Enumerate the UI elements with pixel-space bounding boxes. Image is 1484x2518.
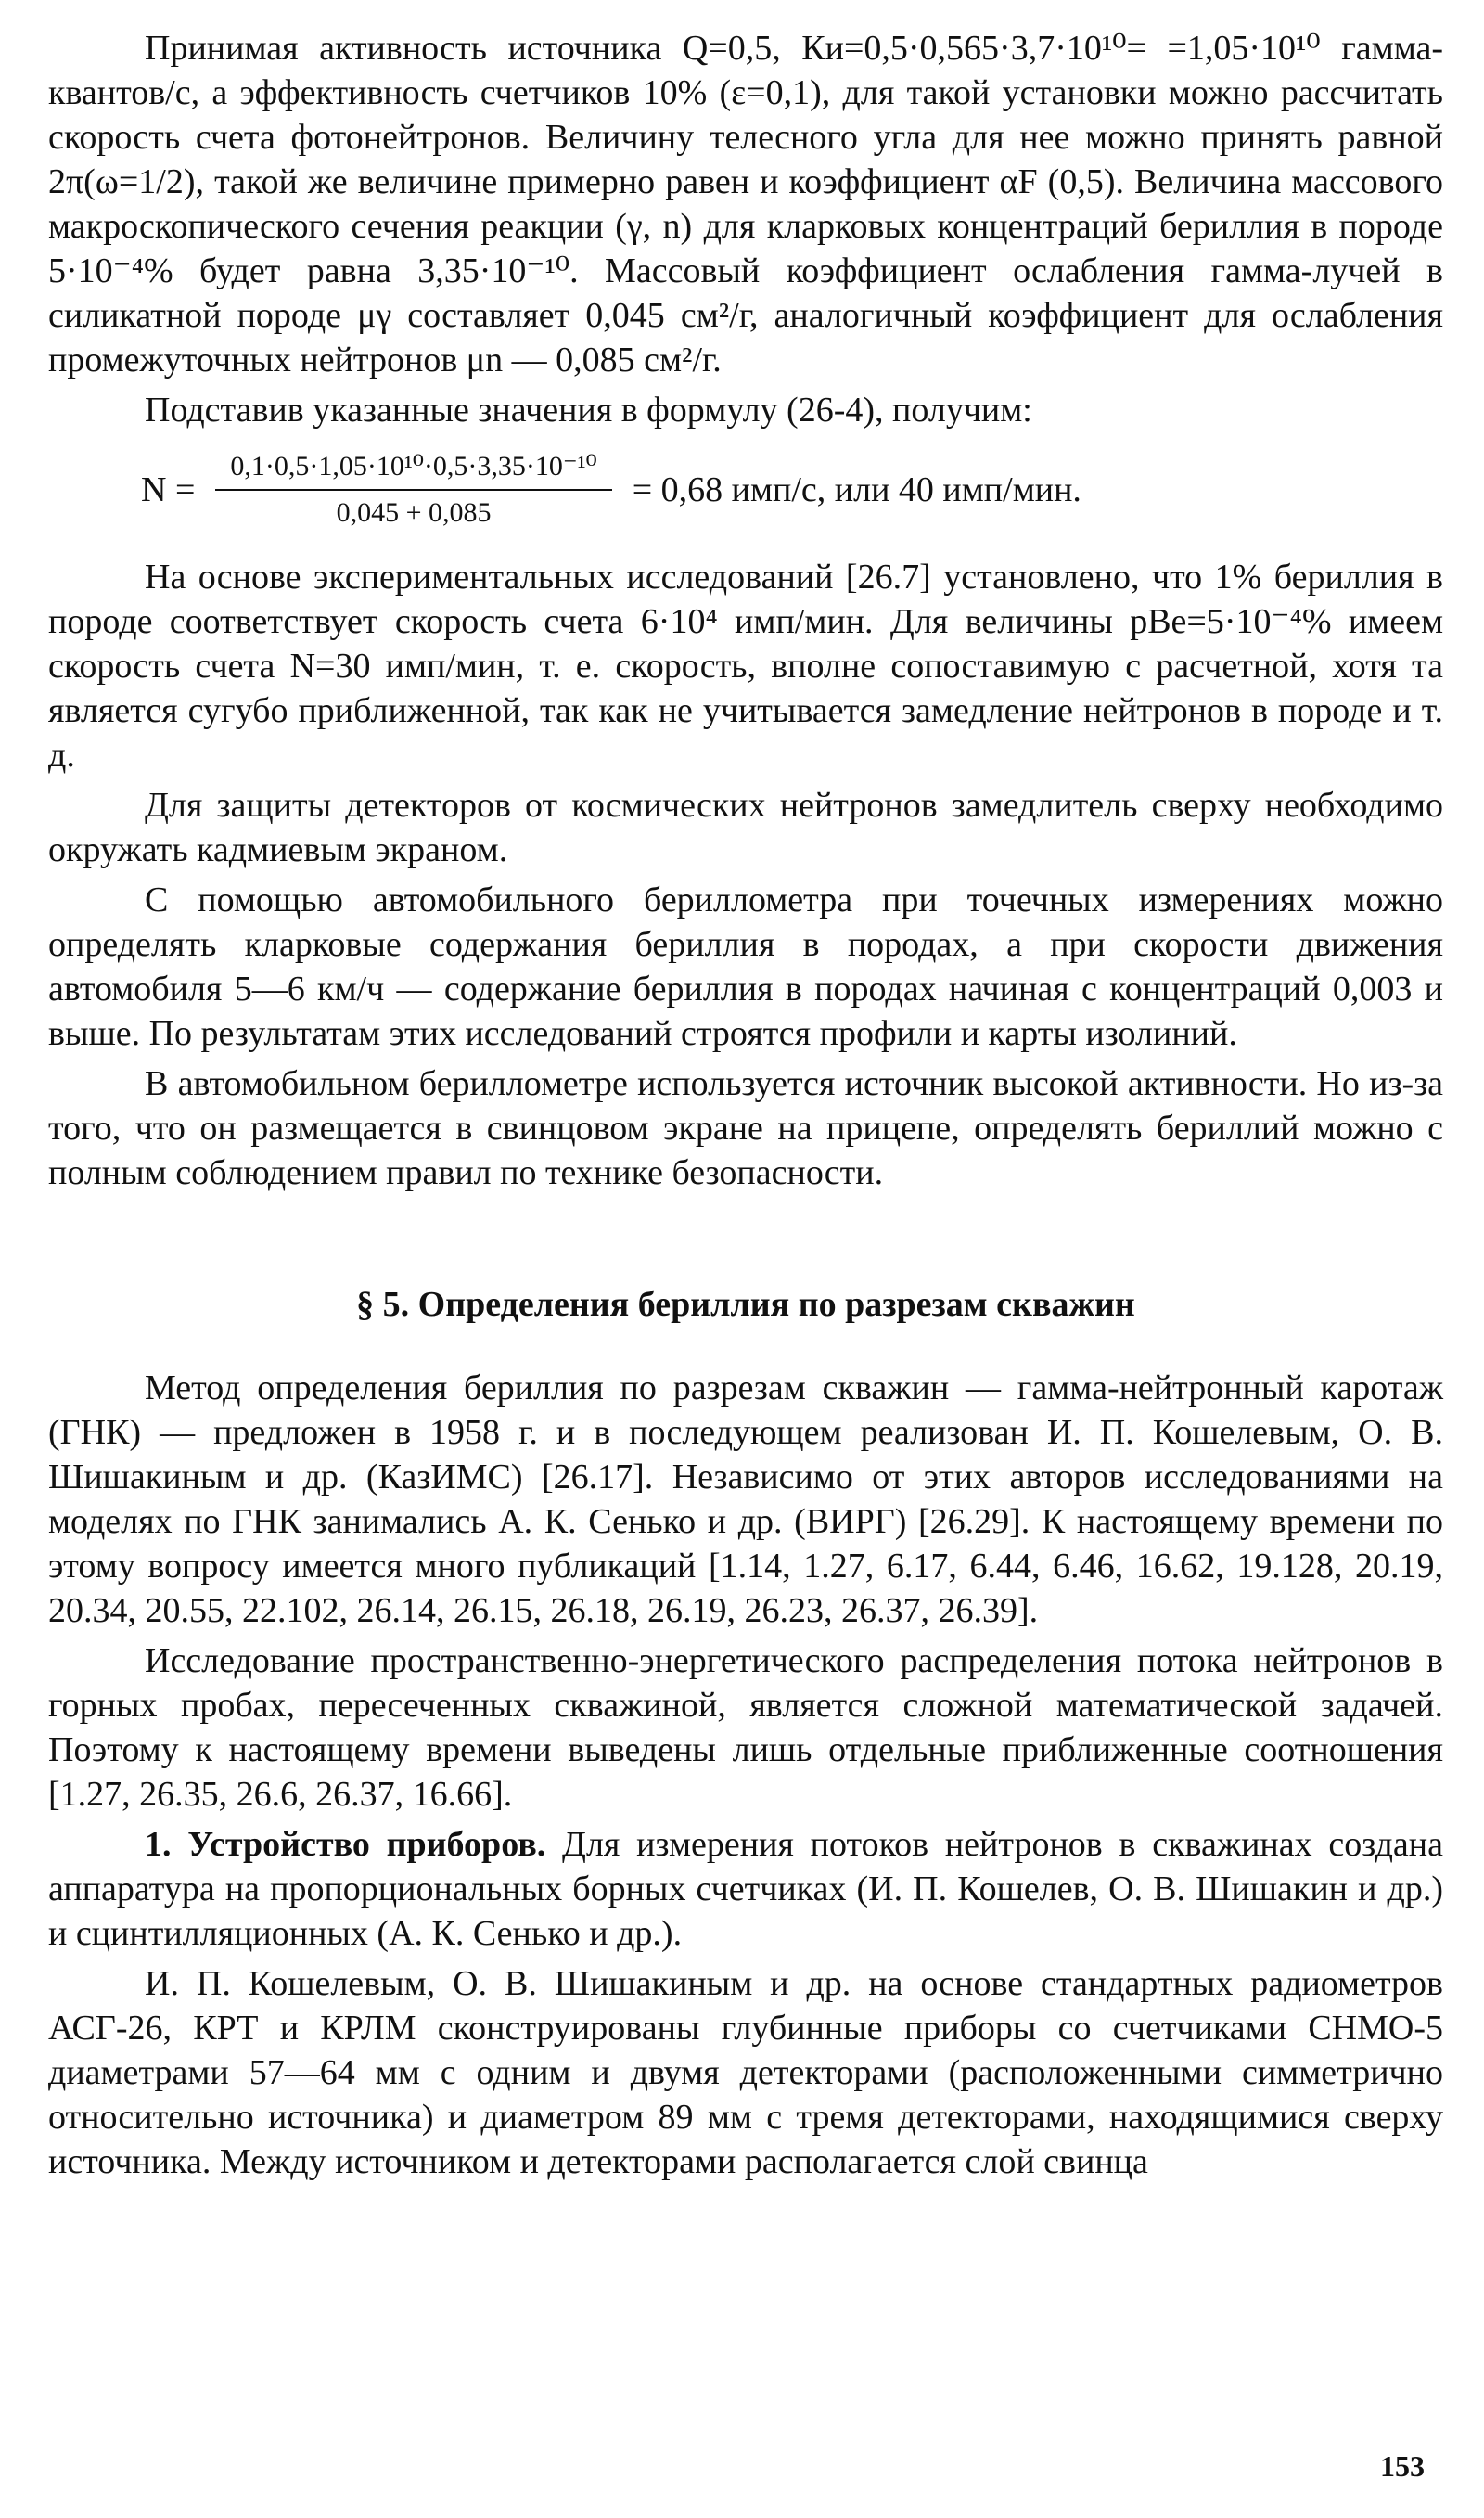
paragraph-spatial-energy: Исследование пространственно-энергетического распределения потока нейтронов в горных пробах, пересеченных скважиной, является сложной математической задачей. Поэтому к настоящему времени выведены лишь отдельные приближенные соотношения [1.27, 26.35, 26.6, 26.37, 16.66]. [48,1641,1443,1814]
paragraph-detector-protection: Для защиты детекторов от космических нейтронов замедлитель сверху необходимо окружать кадмиевым экраном. [48,786,1443,869]
paragraph-koshelev-devices: И. П. Кошелевым, О. В. Шишакиным и др. на основе стандартных радиометров АСГ-26, КРТ и КРЛМ сконструированы глубинные приборы со счетчиками СНМО-5 диаметрами 57—64 мм с одним и двумя детекторами (расположенными симметрично относительно источника) и диаметром 89 мм с тремя детекторами, находящимися сверху источника. Между источником и детекторами располагается слой свинца [48,1964,1443,2181]
section-heading: § 5. Определения бериллия по разрезам скважин [356,1285,1135,1324]
paragraph-substitution: Подставив указанные значения в формулу (26-4), получим: [145,391,1032,430]
formula-rhs: = 0,68 имп/с, или 40 имп/мин. [632,470,1081,509]
page-content [48,26,1443,2190]
paragraph-devices [48,1822,1443,1956]
page-number: 153 [1380,2449,1425,2483]
paragraph-method-history: Метод определения бериллия по разрезам скважин — гамма-нейтронный каротаж (ГНК) — предложен в 1958 г. и в последующем реализован И. П. Кошелевым, О. В. Шишакиным и др. (КазИМС) [26.17]. Независимо от этих авторов исследованиями на моделях по ГНК занимались А. К. Сенько и др. (ВИРГ) [26.29]. К настоящему времени по этому вопросу имеется много публикаций [1.14, 1.27, 6.17, 6.44, 6.46, 16.62, 19.128, 20.19, 20.34, 20.55, 22.102, 26.14, 26.15, 26.18, 26.19, 26.23, 26.37, 26.39]. [48,1368,1443,1630]
formula-numerator: 0,1·0,5·1,05·10¹⁰·0,5·3,35·10⁻¹⁰ [215,448,611,491]
paragraph-source-safety: В автомобильном бериллометре используется источник высокой активности. Но из-за того, что он размещается в свинцовом экране на прицепе, определять бериллий можно с полным соблюдением правил по технике безопасности. [48,1064,1443,1192]
formula-lhs: N = [141,470,196,509]
formula-denominator: 0,045 + 0,085 [336,497,492,528]
formula-fraction [215,448,611,532]
paragraph-automobile-berylometer: С помощью автомобильного бериллометра при точечных измерениях можно определять кларковые содержания бериллия в породах, а при скорости движения автомобиля 5—6 км/ч — содержание бериллия в породах начиная с концентраций 0,003 и выше. По результатам этих исследований строятся профили и карты изолиний. [48,880,1443,1053]
count-rate-formula [141,438,1443,542]
paragraph-source-activity: Принимая активность источника Q=0,5, Ки=0,5·0,565·3,7·10¹⁰= =1,05·10¹⁰ гамма-квантов/с, а эффективность счетчиков 10% (ε=0,1), для такой установки можно рассчитать скорость счета фотонейтронов. Величину телесного угла для нее можно принять равной 2π(ω=1/2), такой же величине примерно равен и коэффициент αF (0,5). Величина массового макроскопического сечения реакции (γ, n) для кларковых концентраций бериллия в породе 5·10⁻⁴% будет равна 3,35·10⁻¹⁰. Массовый коэффициент ослабления гамма-лучей в силикатной породе μγ составляет 0,045 см²/г, аналогичный коэффициент для ослабления промежуточных нейтронов μn — 0,085 см²/г. [48,29,1443,379]
paragraph-experimental: На основе экспериментальных исследований [26.7] установлено, что 1% бериллия в породе соответствует скорость счета 6·10⁴ имп/мин. Для величины pBe=5·10⁻⁴% имеем скорость счета N=30 имп/мин, т. е. скорость, вполне сопоставимую с расчетной, хотя та является сугубо приближенной, так как не учитывается замедление нейтронов в породе и т. д. [48,558,1443,775]
devices-heading: 1. Устройство приборов. [145,1825,546,1864]
devices-text: Для измерения потоков нейтронов в скважинах создана аппаратура на пропорциональных борных счетчиках (И. П. Кошелев, О. В. Шишакин и др.) и сцинтилляционных (А. К. Сенько и др.). [48,1825,1443,1953]
